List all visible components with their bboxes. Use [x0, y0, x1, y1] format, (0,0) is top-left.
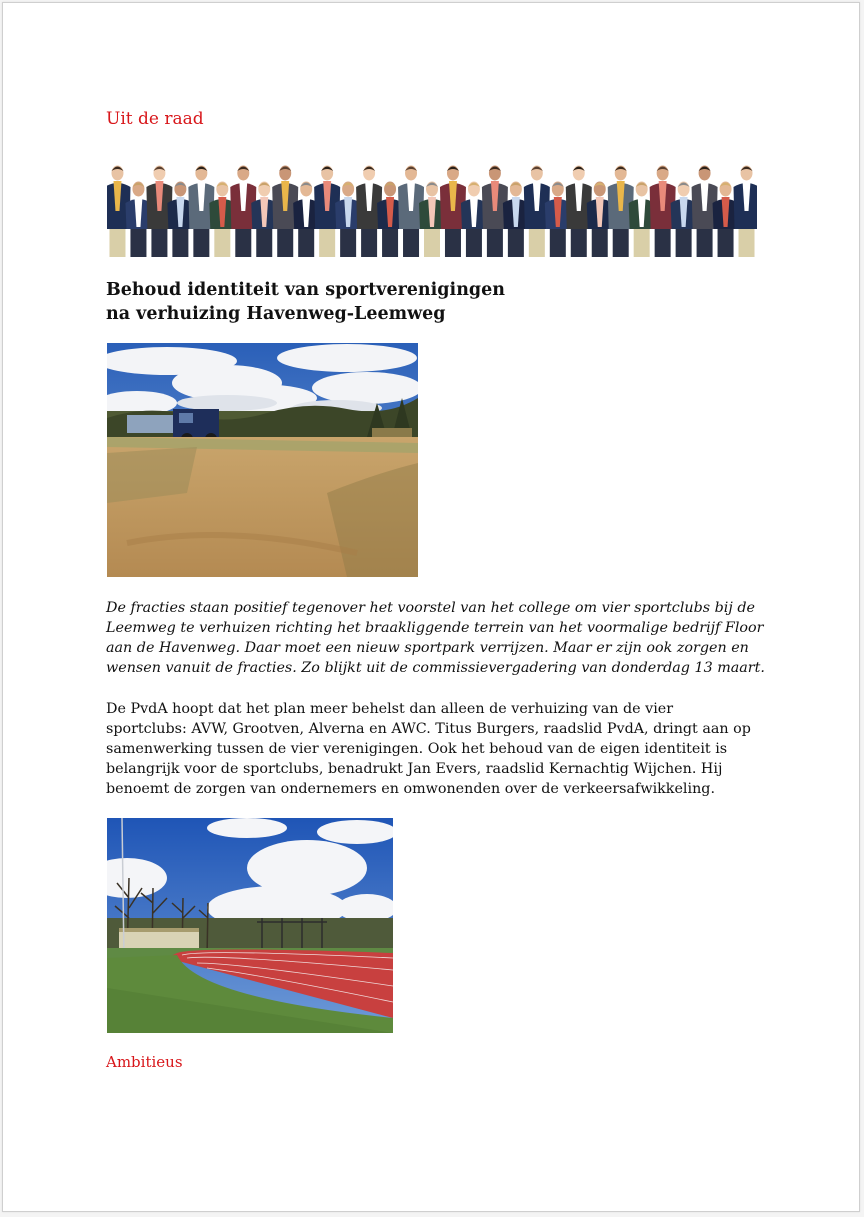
council-group-photo: [107, 153, 757, 257]
section-label: Uit de raad: [106, 109, 204, 129]
intro-line: Leemweg te verhuizen richting het braakliggende terrein van het voormalige bedrijf Floor: [106, 620, 764, 636]
body-line: belangrijk voor de sportclubs, benadrukt Jan Evers, raadslid Kernachtig Wijchen. Hij: [106, 761, 723, 777]
article-headline: [106, 278, 726, 326]
headline-line: Behoud identiteit van sportverenigingen: [106, 280, 506, 300]
subheading: Ambitieus: [106, 1053, 183, 1071]
headline-line: na verhuizing Havenweg-Leemweg: [106, 304, 446, 324]
group-photo-person: [734, 166, 757, 258]
body-line: samenwerking tussen de vier verenigingen. Ook het behoud van de eigen identiteit is: [106, 741, 728, 757]
intro-line: aan de Havenweg. Daar moet een nieuw sportpark verrijzen. Maar er zijn ook zorgen en: [106, 640, 749, 656]
intro-line: De fracties staan positief tegenover het voorstel van het college om vier sportclubs bij de: [106, 600, 755, 616]
document-page: [2, 2, 860, 1212]
body-line: sportclubs: AVW, Grootven, Alverna en AWC. Titus Burgers, raadslid PvdA, dringt aan op: [106, 721, 751, 737]
construction-site-photo: [107, 343, 418, 577]
intro-line: wensen vanuit de fracties. Zo blijkt uit de commissievergadering van donderdag 13 maart.: [106, 660, 765, 676]
article-body: [106, 699, 764, 799]
article-intro: [106, 598, 765, 678]
athletics-track-photo: [107, 818, 393, 1033]
body-line: De PvdA hoopt dat het plan meer behelst dan alleen de verhuizing van de vier: [106, 701, 674, 717]
body-line: benoemt de zorgen van ondernemers en omwonenden over de verkeersafwikkeling.: [106, 781, 715, 797]
